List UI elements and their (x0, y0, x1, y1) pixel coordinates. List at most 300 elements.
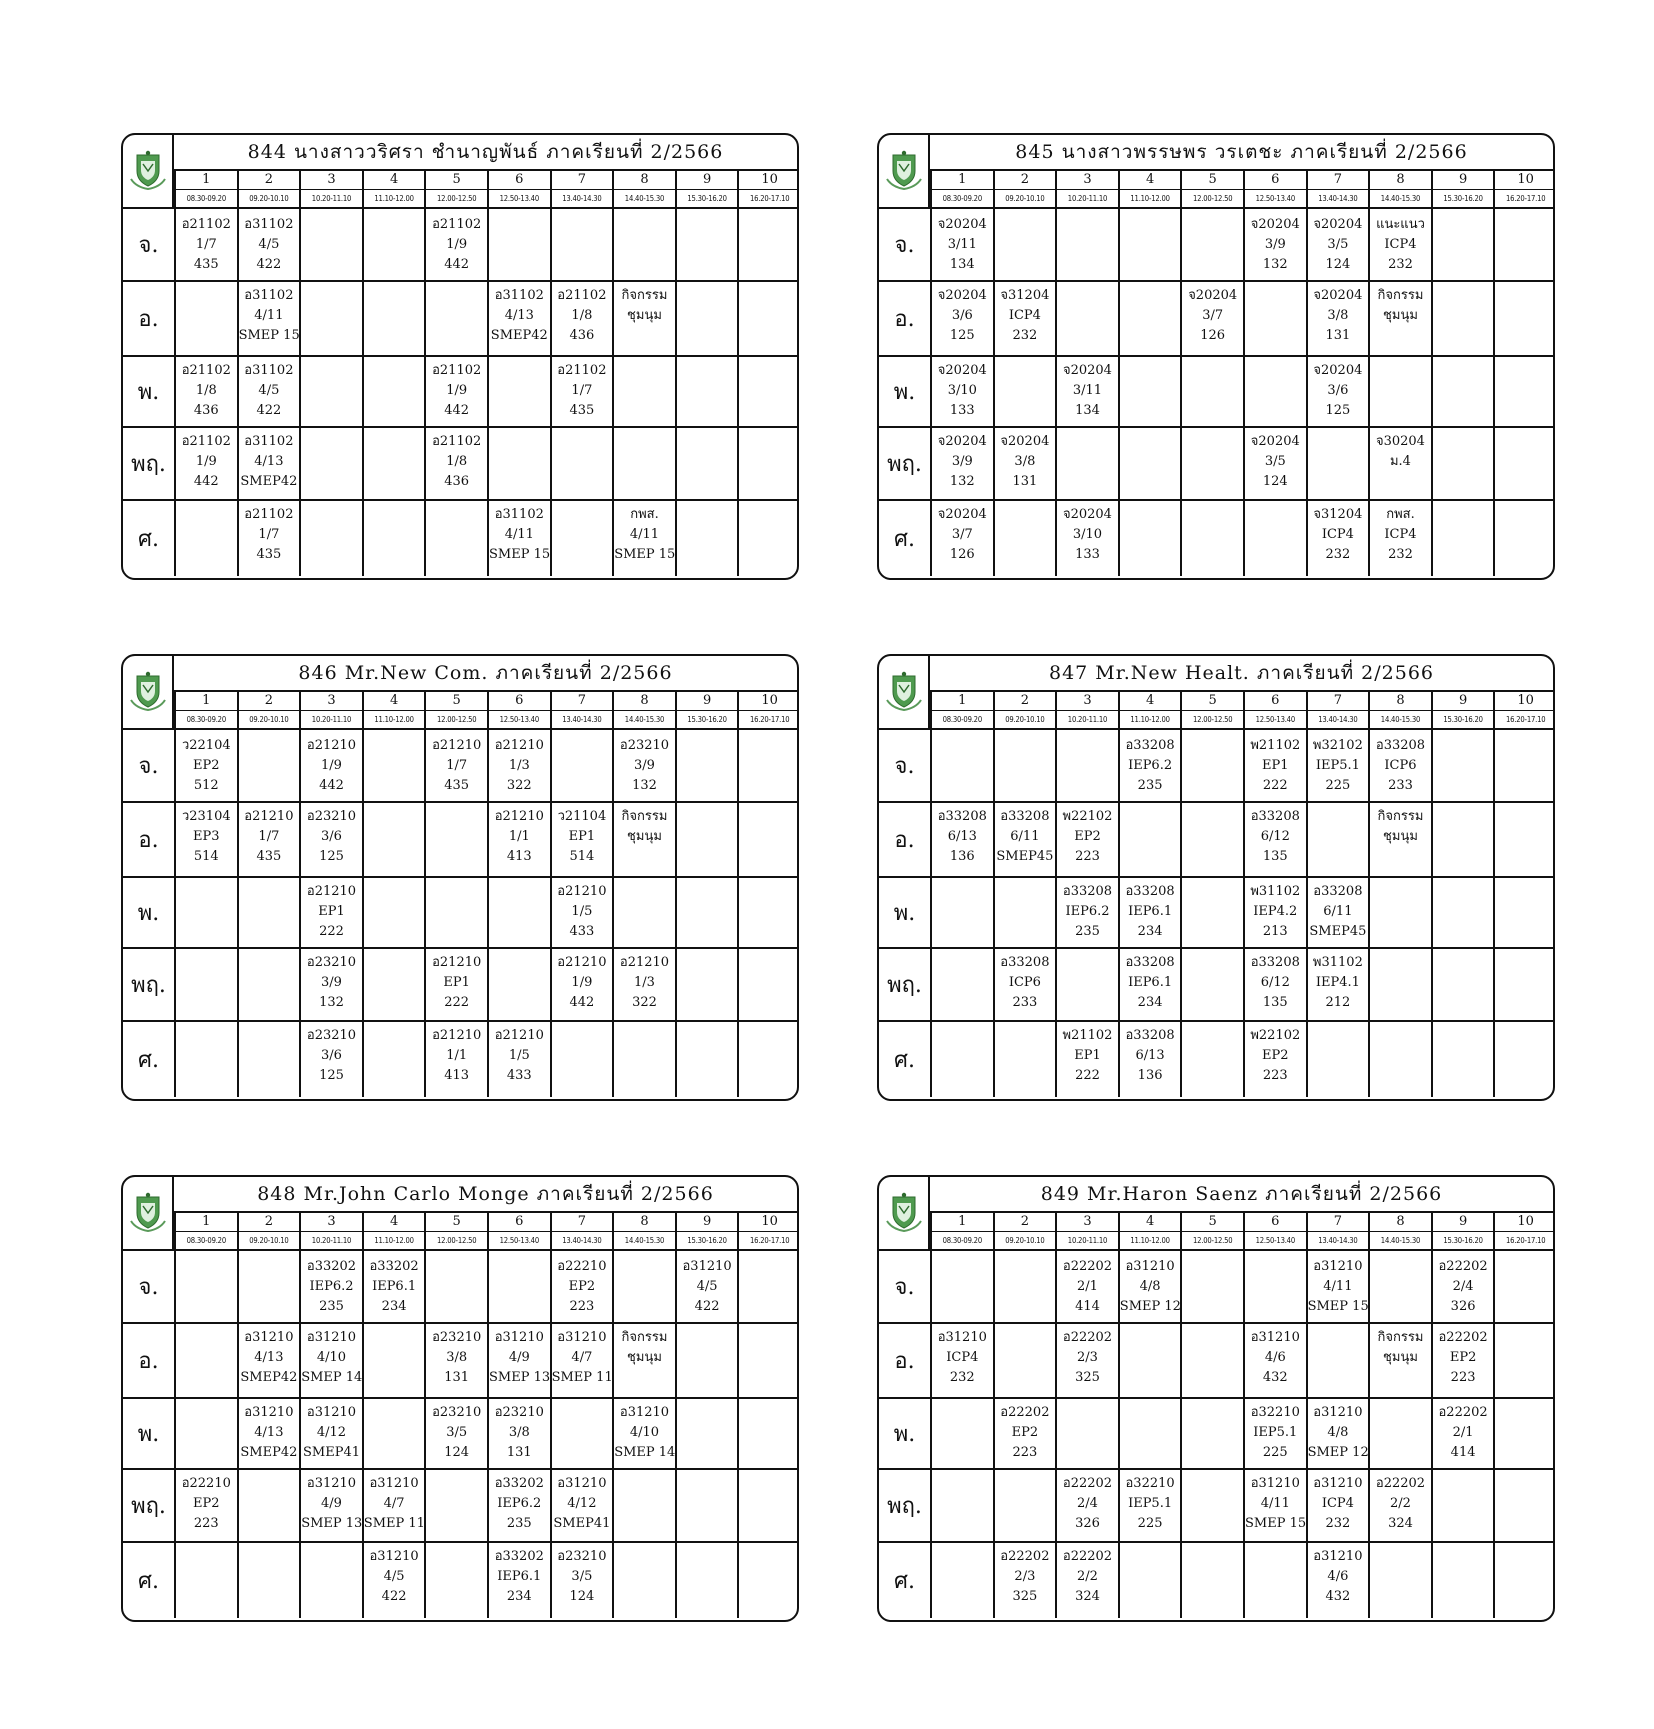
cell-line: 223 (1262, 1068, 1288, 1083)
cell-line: จ31204 (1313, 507, 1363, 522)
schedule-cell (174, 209, 237, 280)
cell-line: IEP6.2 (309, 1279, 354, 1294)
period-time: 09.20-10.10 (993, 711, 1056, 730)
cell-line: SMEP 15 (238, 328, 300, 343)
period-time: 14.40-15.30 (1368, 190, 1431, 209)
schedule-cell (1243, 1322, 1306, 1397)
period-number: 8 (612, 1213, 675, 1232)
period-time: 12.50-13.40 (1243, 1232, 1306, 1251)
period-number: 10 (737, 1213, 799, 1232)
cell-line: 4/12 (316, 1425, 347, 1440)
schedule-cell (930, 426, 993, 499)
schedule-cell (237, 947, 300, 1020)
period-number: 6 (487, 1213, 550, 1232)
schedule-cell (930, 1541, 993, 1618)
schedule-cell (1493, 209, 1555, 280)
schedule-cell (1368, 209, 1431, 280)
schedule-cell (299, 355, 362, 426)
period-time: 13.40-14.30 (550, 1232, 613, 1251)
schedule-cell (424, 209, 487, 280)
schedule-cell (1243, 1468, 1306, 1541)
schedule-cell (1431, 801, 1494, 876)
schedule-cell (1368, 876, 1431, 947)
cell-line: อ21210 (557, 884, 607, 899)
cell-line: อ21102 (557, 363, 607, 378)
cell-line: อ21102 (432, 217, 482, 232)
cell-line: อ21210 (306, 884, 357, 899)
schedule-cell (487, 280, 550, 355)
period-number: 8 (1368, 171, 1431, 190)
schedule-cell (362, 1397, 425, 1468)
schedule-cell (424, 499, 487, 576)
schedule-cell (362, 280, 425, 355)
schedule-cell (362, 876, 425, 947)
cell-line: 1/3 (634, 975, 655, 990)
period-number: 2 (993, 692, 1056, 711)
cell-line: อ21102 (432, 363, 482, 378)
schedule-cell (1118, 209, 1181, 280)
cell-line: 225 (1325, 778, 1351, 793)
cell-line: 3/7 (1202, 308, 1224, 323)
period-time: 12.00-12.50 (1180, 1232, 1243, 1251)
schedule-cell (299, 876, 362, 947)
schedule-cell (174, 1020, 237, 1097)
period-number: 4 (362, 1213, 425, 1232)
cell-line: 3/5 (1264, 454, 1286, 469)
cell-line: 222 (1262, 778, 1288, 793)
period-time: 15.30-16.20 (1431, 711, 1494, 730)
cell-line: ICP4 (1384, 527, 1417, 542)
cell-line: อ31210 (1313, 1549, 1363, 1564)
cell-line: 435 (256, 547, 282, 562)
schedule-cell (612, 426, 675, 499)
cell-line: 2/2 (1390, 1496, 1411, 1511)
cell-line: EP3 (193, 829, 220, 844)
cell-line: IEP5.1 (1253, 1425, 1298, 1440)
cell-line: ICP6 (1008, 975, 1041, 990)
schedule-cell (299, 499, 362, 576)
cell-line: 422 (256, 257, 282, 272)
period-time: 15.30-16.20 (1431, 190, 1494, 209)
cell-line: กิจกรรม (621, 809, 668, 824)
period-number: 5 (1180, 692, 1243, 711)
period-number: 7 (1306, 1213, 1369, 1232)
schedule-cell (1368, 1541, 1431, 1618)
period-number: 10 (737, 171, 799, 190)
schedule-card (121, 1175, 799, 1622)
cell-line: อ21102 (244, 507, 294, 522)
cell-line: 435 (444, 778, 470, 793)
schedule-cell (1180, 1322, 1243, 1397)
period-time: 08.30-09.20 (930, 1232, 993, 1251)
schedule-cell (237, 1020, 300, 1097)
period-number: 4 (362, 171, 425, 190)
schedule-cell (1368, 1020, 1431, 1097)
cell-line: ICP4 (1321, 527, 1354, 542)
period-number: 4 (1118, 692, 1181, 711)
schedule-cell (424, 947, 487, 1020)
cell-line: 125 (319, 849, 344, 864)
cell-line: อ21210 (494, 809, 544, 824)
cell-line: IEP4.1 (1315, 975, 1360, 990)
cell-line: อ22202 (1062, 1476, 1113, 1491)
cell-line: 1/8 (446, 454, 468, 469)
cell-line: 223 (1012, 1445, 1038, 1460)
schedule-card (121, 133, 799, 580)
cell-line: 1/9 (571, 975, 593, 990)
schedule-cell (993, 1541, 1056, 1618)
period-number: 6 (487, 692, 550, 711)
schedule-cell (550, 1541, 613, 1618)
cell-line: 3/8 (1014, 454, 1036, 469)
period-number: 3 (299, 1213, 362, 1232)
schedule-cell (612, 280, 675, 355)
period-number: 6 (1243, 692, 1306, 711)
cell-line: 4/9 (321, 1496, 342, 1511)
schedule-cell (362, 499, 425, 576)
cell-line: อ21210 (244, 809, 294, 824)
cell-line: 223 (569, 1299, 595, 1314)
schedule-cell (174, 499, 237, 576)
schedule-cell (675, 1468, 738, 1541)
cell-line: กิจกรรม (1377, 288, 1424, 303)
schedule-cell (1368, 1397, 1431, 1468)
period-time: 09.20-10.10 (993, 190, 1056, 209)
schedule-cell (1368, 280, 1431, 355)
schedule-cell (362, 1020, 425, 1097)
cell-line: อ33208 (1250, 955, 1300, 970)
cell-line: 2/4 (1452, 1279, 1474, 1294)
schedule-cell (930, 499, 993, 576)
schedule-cell (487, 876, 550, 947)
schedule-cell (550, 1397, 613, 1468)
schedule-cell (424, 730, 487, 801)
period-number: 2 (237, 1213, 300, 1232)
cell-line: อ31102 (494, 288, 544, 303)
cell-line: 132 (319, 995, 344, 1010)
cell-line: 1/7 (258, 829, 280, 844)
schedule-cell (174, 1322, 237, 1397)
period-number: 8 (612, 171, 675, 190)
schedule-cell (237, 1468, 300, 1541)
schedule-cell (993, 426, 1056, 499)
period-time: 12.50-13.40 (1243, 190, 1306, 209)
day-label: จ. (138, 233, 159, 258)
cell-line: 422 (381, 1589, 407, 1604)
cell-line: 4/5 (258, 383, 280, 398)
schedule-cell (1243, 1251, 1306, 1322)
period-number: 1 (174, 1213, 237, 1232)
cell-line: SMEP 12 (1307, 1445, 1369, 1460)
cell-line: พ31102 (1250, 884, 1301, 899)
day-label: อ. (123, 801, 174, 876)
period-number: 1 (930, 171, 993, 190)
cell-line: ชุมนุม (627, 308, 662, 323)
day-label: ศ. (879, 499, 930, 576)
period-time: 12.50-13.40 (487, 190, 550, 209)
schedule-cell (930, 801, 993, 876)
period-time: 14.40-15.30 (612, 1232, 675, 1251)
period-time: 08.30-09.20 (174, 1232, 237, 1251)
schedule-cell (737, 1541, 799, 1618)
cell-line: พ31102 (1312, 955, 1363, 970)
cell-line: 4/13 (254, 1350, 284, 1365)
cell-line: 1/9 (321, 758, 342, 773)
schedule-cell (299, 280, 362, 355)
cell-line: อ33208 (1375, 738, 1426, 753)
schedule-cell (424, 1322, 487, 1397)
period-time: 10.20-11.10 (299, 190, 362, 209)
schedule-cell (1243, 876, 1306, 947)
cell-line: SMEP 12 (1119, 1299, 1181, 1314)
schedule-cell (362, 426, 425, 499)
cell-line: อ21210 (557, 955, 607, 970)
schedule-cell (675, 426, 738, 499)
cell-line: 132 (632, 778, 657, 793)
cell-line: IEP6.2 (497, 1496, 542, 1511)
day-label: ศ. (879, 1020, 930, 1097)
cell-line: SMEP 11 (551, 1370, 613, 1385)
cell-line: 3/11 (947, 237, 977, 252)
schedule-cell (1306, 355, 1369, 426)
period-time: 09.20-10.10 (237, 1232, 300, 1251)
schedule-cell (362, 801, 425, 876)
cell-line: 223 (1075, 849, 1100, 864)
cell-line: 4/10 (629, 1425, 660, 1440)
cell-line: อ31102 (494, 507, 544, 522)
schedule-cell (1368, 1322, 1431, 1397)
period-number: 2 (993, 1213, 1056, 1232)
school-logo-icon (879, 1177, 930, 1251)
cell-line: อ21210 (432, 955, 482, 970)
schedule-cell (1493, 947, 1555, 1020)
cell-line: อ31210 (494, 1330, 544, 1345)
cell-line: 3/5 (1327, 237, 1349, 252)
schedule-cell (1118, 1468, 1181, 1541)
cell-line: 3/9 (321, 975, 342, 990)
schedule-cell (675, 730, 738, 801)
cell-line: ชุมนุม (627, 829, 662, 844)
schedule-cell (612, 1397, 675, 1468)
period-time: 15.30-16.20 (675, 190, 738, 209)
cell-line: อ22202 (1438, 1259, 1488, 1274)
cell-line: จ20204 (1062, 363, 1112, 378)
period-time: 11.10-12.00 (1118, 1232, 1181, 1251)
schedule-cell (299, 209, 362, 280)
schedule-card (877, 654, 1555, 1101)
cell-line: จ20204 (937, 288, 987, 303)
period-number: 1 (930, 1213, 993, 1232)
cell-line: 514 (193, 849, 219, 864)
cell-line: SMEP42 (240, 1445, 298, 1460)
cell-line: 3/10 (1072, 527, 1103, 542)
schedule-cell (1180, 209, 1243, 280)
schedule-cell (1180, 426, 1243, 499)
cell-line: 4/6 (1264, 1350, 1286, 1365)
cell-line: 125 (949, 328, 975, 343)
cell-line: 232 (949, 1370, 975, 1385)
schedule-cell (550, 1020, 613, 1097)
cell-line: อ23210 (306, 809, 357, 824)
schedule-cell (1055, 355, 1118, 426)
cell-line: 3/10 (947, 383, 977, 398)
schedule-cell (1055, 730, 1118, 801)
schedule-cell (737, 801, 799, 876)
period-time: 14.40-15.30 (1368, 711, 1431, 730)
schedule-cell (737, 1468, 799, 1541)
cell-line: อ23210 (557, 1549, 607, 1564)
cell-line: 326 (1075, 1516, 1100, 1531)
schedule-cell (675, 947, 738, 1020)
cell-line: ว22104 (181, 738, 231, 753)
cell-line: จ20204 (937, 434, 987, 449)
period-number: 10 (1493, 692, 1555, 711)
schedule-cell (362, 1541, 425, 1618)
period-number: 9 (675, 692, 738, 711)
cell-line: SMEP45 (996, 849, 1054, 864)
cell-line: 3/6 (1327, 383, 1349, 398)
schedule-cell (675, 355, 738, 426)
schedule-cell (675, 876, 738, 947)
schedule-cell (1180, 730, 1243, 801)
period-number: 2 (237, 171, 300, 190)
period-time: 09.20-10.10 (993, 1232, 1056, 1251)
schedule-cell (237, 1397, 300, 1468)
schedule-cell (675, 1020, 738, 1097)
schedule-cell (612, 1020, 675, 1097)
schedule-cell (1118, 947, 1181, 1020)
cell-line: 442 (444, 403, 470, 418)
schedule-cell (1243, 355, 1306, 426)
cell-line: อ33202 (494, 1476, 544, 1491)
schedule-title: 849 Mr.Haron Saenz ภาคเรียนที่ 2/2566 (930, 1177, 1553, 1213)
schedule-cell (612, 499, 675, 576)
schedule-cell (993, 1020, 1056, 1097)
cell-line: กิจกรรม (1377, 809, 1424, 824)
schedule-cell (1180, 1468, 1243, 1541)
schedule-cell (1493, 1322, 1555, 1397)
period-number: 3 (1055, 692, 1118, 711)
period-number: 6 (1243, 1213, 1306, 1232)
cell-line: 324 (1075, 1589, 1100, 1604)
schedule-cell (737, 947, 799, 1020)
day-label: พ. (123, 876, 174, 947)
schedule-card (121, 654, 799, 1101)
schedule-cell (362, 1251, 425, 1322)
cell-line: 3/7 (951, 527, 973, 542)
cell-line: อ21210 (619, 955, 670, 970)
schedule-cell (612, 1322, 675, 1397)
cell-line: ม.4 (1389, 454, 1411, 469)
cell-line: SMEP 13 (489, 1370, 551, 1385)
period-time: 10.20-11.10 (299, 1232, 362, 1251)
schedule-cell (550, 730, 613, 801)
schedule-cell (174, 876, 237, 947)
cell-line: ICP4 (1384, 237, 1417, 252)
schedule-cell (1243, 1020, 1306, 1097)
period-number: 9 (1431, 1213, 1494, 1232)
period-number: 7 (550, 692, 613, 711)
cell-line: 6/11 (1323, 904, 1353, 919)
period-number: 3 (299, 171, 362, 190)
cell-line: SMEP45 (1309, 924, 1367, 939)
schedule-cell (930, 1020, 993, 1097)
cell-line: 2/2 (1077, 1569, 1098, 1584)
schedule-cell (550, 499, 613, 576)
cell-line: EP2 (568, 1279, 596, 1294)
cell-line: 4/10 (316, 1350, 347, 1365)
cell-line: 4/11 (504, 527, 534, 542)
schedule-cell (1306, 1468, 1369, 1541)
schedule-cell (550, 209, 613, 280)
schedule-title: 848 Mr.John Carlo Monge ภาคเรียนที่ 2/2566 (174, 1177, 797, 1213)
schedule-cell (174, 355, 237, 426)
period-time: 12.50-13.40 (1243, 711, 1306, 730)
cell-line: 131 (444, 1370, 470, 1385)
cell-line: อ21210 (494, 1028, 544, 1043)
cell-line: 1/7 (571, 383, 593, 398)
schedule-cell (362, 730, 425, 801)
schedule-cell (612, 876, 675, 947)
schedule-cell (1493, 426, 1555, 499)
schedule-cell (1431, 1322, 1494, 1397)
cell-line: อ33202 (494, 1549, 544, 1564)
schedule-cell (550, 1251, 613, 1322)
cell-line: อ23210 (306, 1028, 357, 1043)
cell-line: EP1 (443, 975, 470, 990)
day-label: จ. (138, 1275, 159, 1300)
period-number: 9 (675, 171, 738, 190)
schedule-cell (1431, 1251, 1494, 1322)
cell-line: 232 (1388, 257, 1413, 272)
period-time: 16.20-17.10 (737, 190, 799, 209)
cell-line: IEP5.1 (1128, 1496, 1173, 1511)
schedule-cell (299, 1251, 362, 1322)
schedule-cell (1118, 801, 1181, 876)
schedule-cell (612, 1251, 675, 1322)
schedule-cell (1180, 876, 1243, 947)
cell-line: 435 (193, 257, 219, 272)
schedule-cell (487, 1468, 550, 1541)
cell-line: 124 (444, 1445, 470, 1460)
cell-line: อ31102 (244, 217, 294, 232)
cell-line: 131 (506, 1445, 532, 1460)
cell-line: ชุมนุม (1383, 308, 1418, 323)
cell-line: อ23210 (306, 955, 357, 970)
cell-line: จ20204 (937, 217, 987, 232)
period-time: 11.10-12.00 (362, 711, 425, 730)
cell-line: กพส. (630, 507, 659, 522)
period-number: 8 (1368, 1213, 1431, 1232)
cell-line: 235 (506, 1516, 532, 1531)
period-number: 2 (237, 692, 300, 711)
cell-line: IEP6.2 (1065, 904, 1110, 919)
schedule-cell (1306, 1541, 1369, 1618)
cell-line: IEP4.2 (1253, 904, 1298, 919)
schedule-cell (1306, 1020, 1369, 1097)
cell-line: 432 (1325, 1589, 1351, 1604)
period-time: 12.50-13.40 (487, 1232, 550, 1251)
schedule-cell (299, 426, 362, 499)
schedule-cell (1118, 730, 1181, 801)
schedule-cell (174, 1468, 237, 1541)
cell-line: อ33202 (369, 1259, 419, 1274)
period-number: 9 (1431, 692, 1494, 711)
schedule-cell (237, 730, 300, 801)
cell-line: ชุมนุม (1383, 829, 1418, 844)
schedule-cell (1493, 1020, 1555, 1097)
cell-line: 442 (569, 995, 595, 1010)
